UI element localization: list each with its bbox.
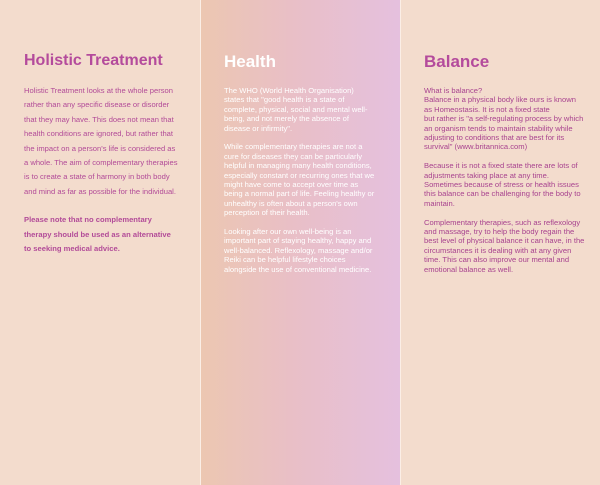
health-body: [224, 86, 376, 274]
homeostasis-definition: but rather is "a self-regulating process by which an organism tends to maintain stability while adjusting to conditions that are best for its: [424, 114, 584, 143]
britannica-citation: survival" (www.britannica.com): [424, 142, 528, 152]
homeostasis-paragraph: [424, 86, 586, 152]
holistic-paragraph: Holistic Treatment looks at the whole person rather than any specific disease or disorder that they may have. This does not mean that health conditions are ignored, but rather that the impact on a person's life is considered as a whole. The aim of complementary therapies is to create a state of harmony in both body and mind as far as possible for the individual.: [24, 86, 178, 196]
balance-column: [400, 0, 600, 485]
complementary-therapies-paragraph: Complementary therapies, such as reflexology and massage, try to help the body regain the best level of physical balance it can have, in the circumstances it is dealing with at any given time. This can also improve our mental and emotional balance as well.: [424, 217, 585, 274]
therapies-paragraph: While complementary therapies are not a cure for diseases they can be particularly helpful in managing many health conditions, especially constant or recurring ones that we might have come to accept over time as being a normal part of life. Feeling healthy or unhealthy is often about a person's own perception of their health.: [224, 142, 375, 218]
holistic-column: [0, 0, 200, 485]
balance-body: [424, 86, 586, 274]
column-divider: [400, 0, 401, 485]
adjustments-paragraph: Because it is not a fixed state there are lots of adjustments taking place at any time. Sometimes because of stress or health issues this balance can be challenging for the body to maintain.: [424, 161, 581, 208]
homeostasis-line: Balance in a physical body like ours is known as Homeostasis. It is not a fixed state: [424, 95, 576, 114]
well-being-paragraph: Looking after our own well-being is an important part of staying healthy, happy and well-balanced. Reflexology, massage and/or Reiki can be helpful lifestyle choices alongside the use of conventional medicine.: [224, 227, 373, 274]
column-divider: [200, 0, 201, 485]
holistic-title: Holistic Treatment: [24, 52, 163, 69]
who-definition-paragraph: The WHO (World Health Organisation) states that "good health is a state of complete, physical, social and mental well-being, and not merely the absence of disease or infirmity".: [224, 86, 368, 133]
medical-advice-notice: Please note that no complementary therapy should be used as an alternative to seeking medical advice.: [24, 215, 171, 254]
balance-title: Balance: [424, 52, 490, 71]
health-title: Health: [224, 52, 276, 71]
health-column: [200, 0, 400, 485]
balance-question: What is balance?: [424, 86, 483, 95]
holistic-body: [24, 84, 180, 256]
